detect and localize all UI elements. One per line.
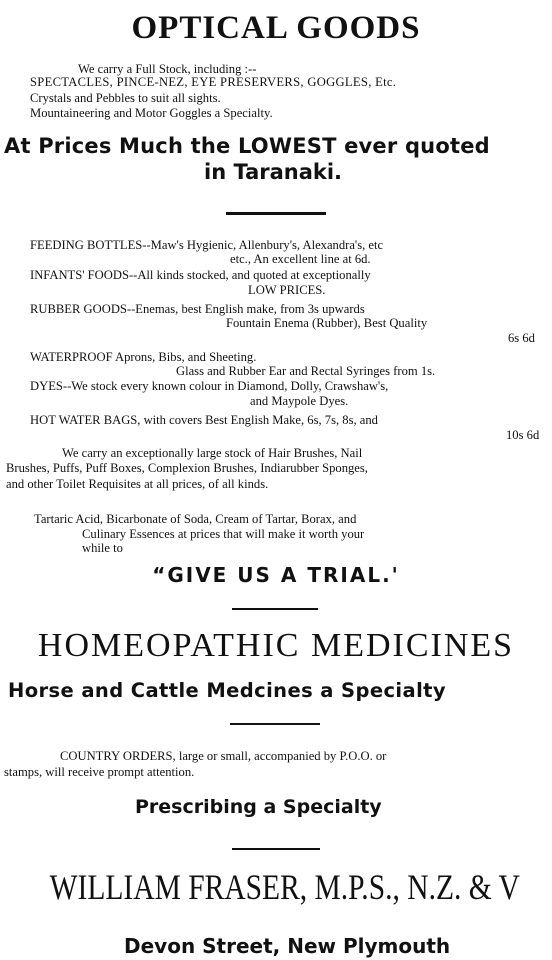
mountaineering-line: Mountaineering and Motor Goggles a Specialty.: [30, 106, 273, 120]
crystals-line: Crystals and Pebbles to suit all sights.: [30, 91, 221, 105]
spectacles-line: SPECTACLES, PINCE-NEZ, EYE PRESERVERS, GOGGLES, Etc.: [30, 75, 397, 89]
stock-intro: We carry a Full Stock, including :--: [78, 62, 257, 76]
country-orders-line-1: COUNTRY ORDERS, large or small, accompanied by P.O.O. or: [60, 749, 387, 763]
country-orders-line-2: stamps, will receive prompt attention.: [4, 765, 195, 779]
tartaric-line-2: Culinary Essences at prices that will make it worth your: [82, 527, 365, 541]
hot-water-bags-price: 10s 6d: [506, 428, 540, 442]
divider: [230, 723, 320, 725]
homeopathic-title: HOMEOPATHIC MEDICINES: [37, 627, 515, 664]
dyes: DYES--We stock every known colour in Diamond, Dolly, Crawshaw's,: [30, 379, 389, 393]
taranaki-line: in Taranaki.: [204, 160, 343, 184]
address-line: Devon Street, New Plymouth: [124, 934, 451, 958]
give-us-a-trial: “GIVE US A TRIAL.': [152, 563, 400, 587]
prescribing-line: Prescribing a Specialty: [135, 796, 382, 818]
rubber-goods-price: 6s 6d: [508, 331, 535, 345]
rubber-goods-cont: Fountain Enema (Rubber), Best Quality: [226, 316, 428, 330]
waterproof-cont: Glass and Rubber Ear and Rectal Syringes from 1s.: [176, 364, 436, 378]
divider: [226, 212, 326, 215]
divider: [232, 608, 318, 610]
brushes-line-2: Brushes, Puffs, Puff Boxes, Complexion Brushes, Indiarubber Sponges,: [6, 461, 368, 475]
brushes-line-1: We carry an exceptionally large stock of Hair Brushes, Nail: [62, 446, 363, 460]
feeding-bottles-cont: etc., An excellent line at 6d.: [230, 252, 371, 266]
divider: [232, 848, 320, 850]
tartaric-line-3: while to: [82, 541, 123, 555]
william-fraser-name: WILLIAM FRASER, M.P.S., N.Z. & V: [49, 867, 520, 907]
horse-cattle-line: Horse and Cattle Medcines a Specialty: [8, 679, 446, 702]
optical-goods-title: OPTICAL GOODS: [131, 10, 421, 46]
prices-line: At Prices Much the LOWEST ever quoted: [4, 134, 490, 158]
infants-foods: INFANTS' FOODS--All kinds stocked, and quoted at exceptionally: [30, 268, 371, 282]
dyes-cont: and Maypole Dyes.: [250, 394, 349, 408]
feeding-bottles: FEEDING BOTTLES--Maw's Hygienic, Allenbury's, Alexandra's, etc: [30, 238, 384, 252]
rubber-goods: RUBBER GOODS--Enemas, best English make, from 3s upwards: [30, 302, 365, 316]
infants-foods-cont: LOW PRICES.: [248, 283, 326, 297]
brushes-line-3: and other Toilet Requisites at all prices, of all kinds.: [6, 477, 269, 491]
waterproof: WATERPROOF Aprons, Bibs, and Sheeting.: [30, 350, 257, 364]
tartaric-line-1: Tartaric Acid, Bicarbonate of Soda, Cream of Tartar, Borax, and: [34, 512, 357, 526]
hot-water-bags: HOT WATER BAGS, with covers Best English Make, 6s, 7s, 8s, and: [30, 413, 378, 427]
